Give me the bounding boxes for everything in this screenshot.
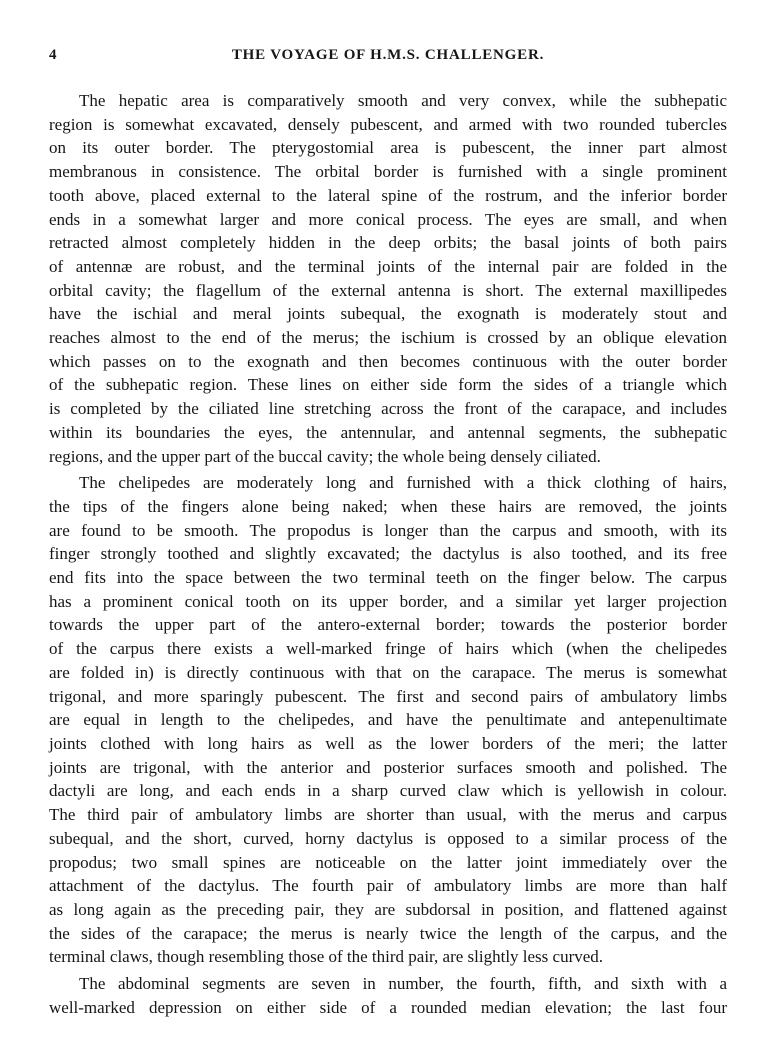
text-line: trigonal, and more sparingly pubescent. The first and second pairs of ambulatory limbs <box>49 686 727 706</box>
page-number: 4 <box>49 47 57 63</box>
text-line: end fits into the space between the two terminal teeth on the finger below. The carpus <box>49 568 727 588</box>
text-line: are found to be smooth. The propodus is longer than the carpus and smooth, with its <box>49 520 727 540</box>
text-line: the tips of the fingers alone being naked; when these hairs are removed, the joints <box>49 496 727 516</box>
text-line: of antennæ are robust, and the terminal joints of the internal pair are folded in the <box>49 256 727 276</box>
text-line: terminal claws, though resembling those of the third pair, are slightly less curved. <box>49 947 604 967</box>
text-line: of the subhepatic region. These lines on either side form the sides of a triangle which <box>49 375 727 395</box>
text-line: on its outer border. The pterygostomial area is pubescent, the inner part almost <box>49 138 727 158</box>
text-line: attachment of the dactylus. The fourth pair of ambulatory limbs are more than half <box>49 876 727 896</box>
text-line: The chelipedes are moderately long and furnished with a thick clothing of hairs, <box>79 473 727 493</box>
text-line: membranous in consistence. The orbital border is furnished with a single prominent <box>49 162 727 182</box>
text-line: towards the upper part of the antero-external border; towards the posterior border <box>49 615 727 635</box>
text-line: the sides of the carapace; the merus is nearly twice the length of the carpus, and the <box>49 923 727 943</box>
text-line: finger strongly toothed and slightly excavated; the dactylus is also toothed, and its free <box>49 544 727 564</box>
running-title: THE VOYAGE OF H.M.S. CHALLENGER. <box>231 47 545 63</box>
text-line: subequal, and the short, curved, horny dactylus is opposed to a similar process of the <box>49 828 727 848</box>
text-line: tooth above, placed external to the lateral spine of the rostrum, and the inferior border <box>49 185 727 205</box>
text-line: reaches almost to the end of the merus; the ischium is crossed by an oblique elevation <box>49 328 727 348</box>
text-line: The third pair of ambulatory limbs are shorter than usual, with the merus and carpus <box>49 805 727 825</box>
text-line: of the carpus there exists a well-marked fringe of hairs which (when the chelipedes <box>49 639 727 659</box>
paragraph <box>49 89 727 468</box>
text-line: ends in a somewhat larger and more conical process. The eyes are small, and when <box>49 209 727 229</box>
text-line: dactyli are long, and each ends in a sharp curved claw which is yellowish in colour. <box>49 781 727 801</box>
text-line: region is somewhat excavated, densely pubescent, and armed with two rounded tubercles <box>49 114 727 134</box>
text-line: within its boundaries the eyes, the antennular, and antennal segments, the subhepatic <box>49 422 727 442</box>
text-line: The abdominal segments are seven in number, the fourth, fifth, and sixth with a <box>79 974 727 994</box>
body-text <box>49 89 727 1022</box>
text-line: well-marked depression on either side of a rounded median elevation; the last four <box>49 997 727 1017</box>
text-line: are equal in length to the chelipedes, and have the penultimate and antepenultimate <box>49 710 727 730</box>
running-head <box>49 47 727 69</box>
text-line: which passes on to the exognath and then becomes continuous with the outer border <box>49 351 727 371</box>
paragraph <box>49 471 727 969</box>
text-line: has a prominent conical tooth on its upper border, and a similar yet larger projection <box>49 591 727 611</box>
text-line: joints are trigonal, with the anterior and posterior surfaces smooth and polished. The <box>49 757 727 777</box>
paragraph <box>49 972 727 1019</box>
text-line: have the ischial and meral joints subequal, the exognath is moderately stout and <box>49 304 727 324</box>
text-line: retracted almost completely hidden in the deep orbits; the basal joints of both pairs <box>49 233 727 253</box>
text-line: orbital cavity; the flagellum of the external antenna is short. The external maxillipedes <box>49 280 727 300</box>
text-line: joints clothed with long hairs as well as the lower borders of the meri; the latter <box>49 733 727 753</box>
text-line: regions, and the upper part of the buccal cavity; the whole being densely ciliated. <box>49 446 601 466</box>
text-line: as long again as the preceding pair, they are subdorsal in position, and flattened against <box>49 899 727 919</box>
text-line: The hepatic area is comparatively smooth and very convex, while the subhepatic <box>79 91 727 110</box>
text-line: propodus; two small spines are noticeable on the latter joint immediately over the <box>49 852 727 872</box>
text-line: is completed by the ciliated line stretching across the front of the carapace, and includes <box>49 399 727 419</box>
text-line: are folded in) is directly continuous with that on the carapace. The merus is somewhat <box>49 662 727 682</box>
